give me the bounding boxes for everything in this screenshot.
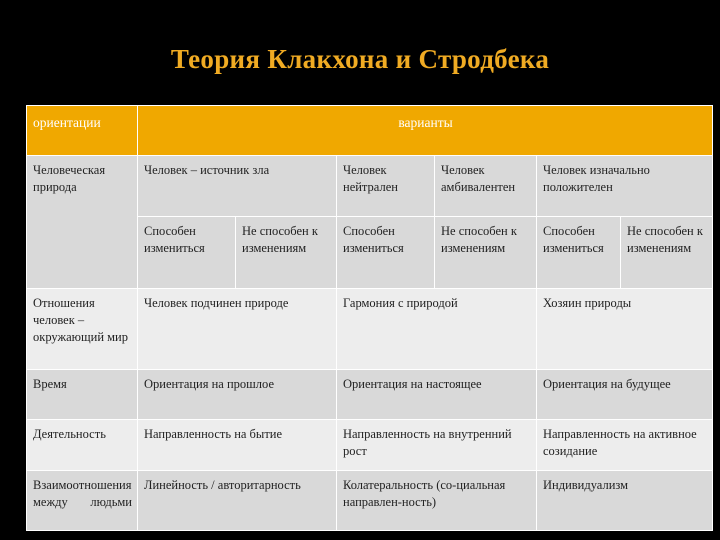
row-label-activity: Деятельность	[27, 420, 138, 471]
row-label-time: Время	[27, 370, 138, 420]
cell-nature-neutral: Человек нейтрален	[337, 156, 435, 217]
cell-good-unchangeable: Не способен к изменениям	[621, 217, 713, 289]
table-row	[27, 471, 713, 531]
cell-activity-growth: Направленность на внутренний рост	[337, 420, 537, 471]
header-variants: варианты	[138, 106, 713, 156]
orientations-table	[26, 105, 713, 531]
cell-evil-changeable: Способен измениться	[138, 217, 236, 289]
cell-activity-being: Направленность на бытие	[138, 420, 337, 471]
cell-relation-subordinate: Человек подчинен природе	[138, 289, 337, 370]
cell-relation-harmony: Гармония с природой	[337, 289, 537, 370]
cell-ambivalent-unchangeable: Не способен к изменениям	[435, 217, 537, 289]
cell-time-future: Ориентация на будущее	[537, 370, 713, 420]
row-label-relation: Отношения человек – окружающий мир	[27, 289, 138, 370]
cell-time-past: Ориентация на прошлое	[138, 370, 337, 420]
row-label-interaction: Взаимоотношения между людьми	[27, 471, 138, 531]
table-row	[27, 289, 713, 370]
cell-evil-unchangeable: Не способен к изменениям	[236, 217, 337, 289]
header-orientations: ориентации	[27, 106, 138, 156]
cell-nature-evil: Человек – источник зла	[138, 156, 337, 217]
table-row	[27, 370, 713, 420]
table-row	[27, 156, 713, 217]
cell-interaction-collateral: Колатеральность (со-циальная направлен-ность)	[337, 471, 537, 531]
row-label-nature: Человеческая природа	[27, 156, 138, 289]
cell-neutral-changeable: Способен измениться	[337, 217, 435, 289]
cell-interaction-linear: Линейность / авторитарность	[138, 471, 337, 531]
cell-nature-ambivalent: Человек амбивалентен	[435, 156, 537, 217]
cell-time-present: Ориентация на настоящее	[337, 370, 537, 420]
cell-relation-master: Хозяин природы	[537, 289, 713, 370]
cell-activity-creation: Направленность на активное созидание	[537, 420, 713, 471]
cell-good-changeable: Способен измениться	[537, 217, 621, 289]
table-row	[27, 420, 713, 471]
table-header-row	[27, 106, 713, 156]
cell-nature-good: Человек изначально положителен	[537, 156, 713, 217]
cell-interaction-individualism: Индивидуализм	[537, 471, 713, 531]
slide-title: Теория Клакхона и Стродбека	[170, 44, 550, 74]
